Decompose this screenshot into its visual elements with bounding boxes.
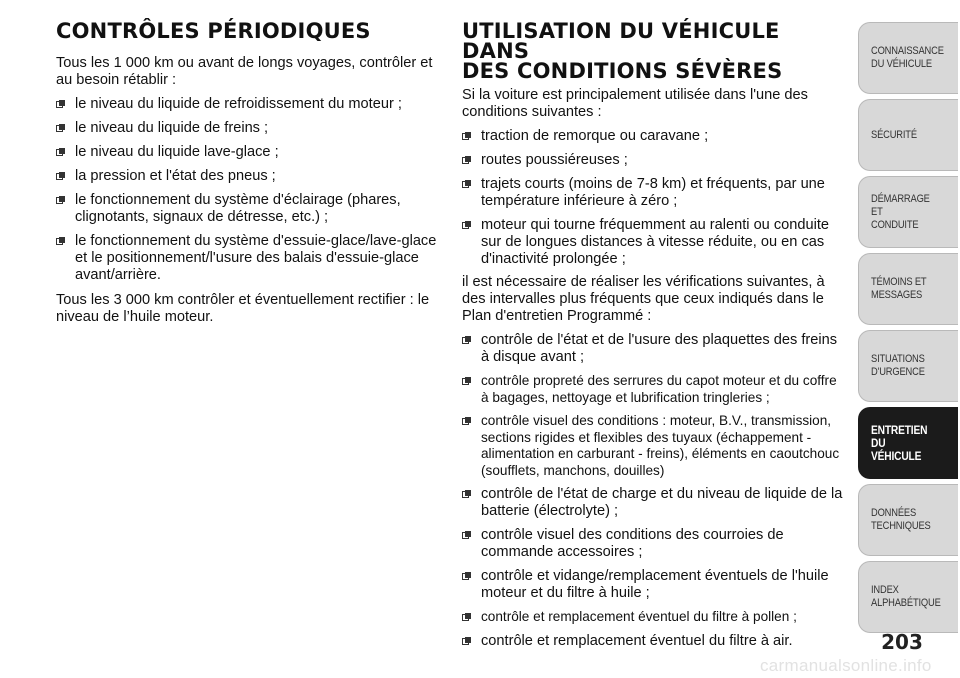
checkbox-bullet-icon bbox=[462, 377, 472, 386]
list-item: contrôle et remplacement éventuel du filtre à air. bbox=[462, 633, 846, 650]
checkbox-bullet-icon bbox=[462, 336, 472, 345]
checkbox-bullet-icon bbox=[462, 637, 472, 646]
checkbox-bullet-icon bbox=[56, 148, 66, 157]
checkbox-bullet-icon bbox=[462, 417, 472, 426]
page-number: 203 bbox=[881, 630, 923, 654]
tab-temoins-et-messages[interactable]: TÉMOINS ET MESSAGES bbox=[858, 253, 958, 325]
title-line-1: UTILISATION DU VÉHICULE DANS bbox=[462, 19, 780, 63]
list-item: contrôle de l'état et de l'usure des plaquettes des freins à disque avant ; bbox=[462, 332, 846, 366]
severe-check-list bbox=[462, 332, 846, 650]
checkbox-bullet-icon bbox=[462, 221, 472, 230]
list-item: traction de remorque ou caravane ; bbox=[462, 128, 846, 145]
checkbox-bullet-icon bbox=[462, 180, 472, 189]
list-item: la pression et l'état des pneus ; bbox=[56, 168, 442, 185]
list-item: le fonctionnement du système d'éclairage (phares, clignotants, signaux de détresse, etc.) ; bbox=[56, 192, 442, 226]
list-item: contrôle et remplacement éventuel du filtre à pollen ; bbox=[462, 609, 846, 626]
tab-connaissance-du-vehicule[interactable]: CONNAISSANCE DU VÉHICULE bbox=[858, 22, 958, 94]
list-item: moteur qui tourne fréquemment au ralenti ou conduite sur de longues distances à vitesse réduite, ou en cas d'inactivité prolongée ; bbox=[462, 217, 846, 268]
title-line-2: DES CONDITIONS SÉVÈRES bbox=[462, 59, 783, 83]
list-item: trajets courts (moins de 7-8 km) et fréquents, par une température inférieure à zéro ; bbox=[462, 176, 846, 210]
periodic-check-list bbox=[56, 96, 442, 284]
checkbox-bullet-icon bbox=[462, 156, 472, 165]
checkbox-bullet-icon bbox=[462, 531, 472, 540]
checkbox-bullet-icon bbox=[56, 237, 66, 246]
tab-index-alphabetique[interactable]: INDEX ALPHABÉTIQUE bbox=[858, 561, 958, 633]
list-item: contrôle propreté des serrures du capot moteur et du coffre à bagages, nettoyage et lubrification tringleries ; bbox=[462, 373, 846, 406]
list-item: le niveau du liquide de refroidissement du moteur ; bbox=[56, 96, 442, 113]
severe-intro: Si la voiture est principalement utilisée dans l'une des conditions suivantes : bbox=[462, 87, 808, 120]
checkbox-bullet-icon bbox=[56, 172, 66, 181]
list-item: contrôle visuel des conditions : moteur, B.V., transmission, sections rigides et flexibles des tuyaux (échappement - alimentation en carburant - freins), éléments en caoutchouc (soufflets, manchons, douilles) bbox=[462, 413, 846, 479]
list-item: contrôle visuel des conditions des courroies de commande accessoires ; bbox=[462, 527, 846, 561]
periodic-intro: Tous les 1 000 km ou avant de longs voyages, contrôler et au besoin rétablir : bbox=[56, 55, 433, 88]
checkbox-bullet-icon bbox=[462, 490, 472, 499]
tab-securite[interactable]: SÉCURITÉ bbox=[858, 99, 958, 171]
checkbox-bullet-icon bbox=[462, 613, 472, 622]
list-item: contrôle de l'état de charge et du niveau de liquide de la batterie (électrolyte) ; bbox=[462, 486, 846, 520]
checkbox-bullet-icon bbox=[462, 572, 472, 581]
checkbox-bullet-icon bbox=[56, 196, 66, 205]
periodic-outro: Tous les 3 000 km contrôler et éventuellement rectifier : le niveau de l’huile moteur. bbox=[56, 292, 430, 325]
checkbox-bullet-icon bbox=[462, 132, 472, 141]
severe-mid-text: il est nécessaire de réaliser les vérifications suivantes, à des intervalles plus fréquents que ceux indiqués dans le Plan d'entretien Programmé : bbox=[462, 274, 825, 324]
checkbox-bullet-icon bbox=[56, 100, 66, 109]
tab-situations-d-urgence[interactable]: SITUATIONS D'URGENCE bbox=[858, 330, 958, 402]
tab-donnees-techniques[interactable]: DONNÉES TECHNIQUES bbox=[858, 484, 958, 556]
tab-demarrage-et-conduite[interactable]: DÉMARRAGE ET CONDUITE bbox=[858, 176, 958, 248]
right-column bbox=[462, 0, 846, 650]
list-item: le niveau du liquide de freins ; bbox=[56, 120, 442, 137]
watermark: carmanualsonline.info bbox=[760, 656, 932, 675]
list-item: contrôle et vidange/remplacement éventuels de l'huile moteur et du filtre à huile ; bbox=[462, 568, 846, 602]
list-item: routes poussiéreuses ; bbox=[462, 152, 846, 169]
left-column bbox=[56, 0, 442, 326]
section-title-periodic-checks: CONTRÔLES PÉRIODIQUES bbox=[56, 19, 371, 43]
list-item: le fonctionnement du système d'essuie-glace/lave-glace et le positionnement/l'usure des balais d'essuie-glace avant/arrière. bbox=[56, 233, 442, 284]
tab-entretien-du-vehicule[interactable]: ENTRETIEN DU VÉHICULE bbox=[858, 407, 958, 479]
list-item: le niveau du liquide lave-glace ; bbox=[56, 144, 442, 161]
section-title-severe-conditions bbox=[462, 21, 846, 81]
severe-condition-list bbox=[462, 128, 846, 268]
checkbox-bullet-icon bbox=[56, 124, 66, 133]
